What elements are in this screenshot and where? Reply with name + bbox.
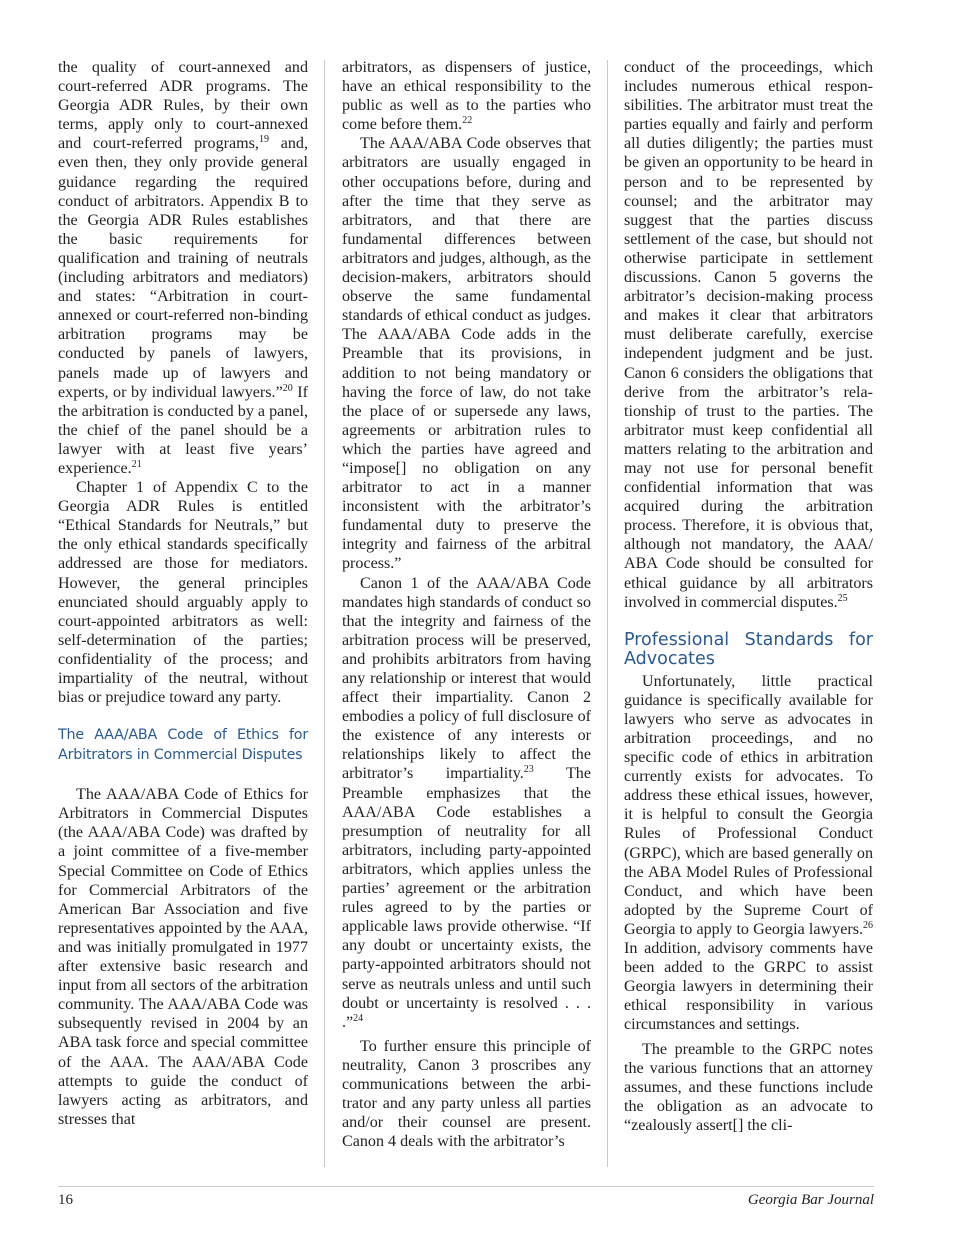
section-heading: The AAA/ABA Code of Ethics for Arbitrators in Commercial Disputes	[58, 727, 308, 764]
footnote-ref: 26	[863, 919, 873, 931]
footnote-ref: 24	[353, 1012, 364, 1024]
paragraph: Unfortunately, little practical guidance is specifically available for lawyers who serve as advocates in arbitration proceedings, and no specific code of ethics in arbitration currently exists for advocates. To address these ethical issues, however, it is helpful to consult the Georgia Rules of Professional Conduct (GRPC), which are based generally on the ABA Model Rules of Professional Conduct, and which have been adopted by the Supreme Court of Georgia to apply to Georgia lawyers.$^{26}$ In addition, advisory comments have been added to the GRPC to assist Georgia lawyers in determining their ethical responsibility in various circumstances and settings.	[624, 672, 873, 1034]
column-divider	[324, 60, 325, 1167]
paragraph: the quality of court-annexed and court-referred ADR programs. The Georgia ADR Rules, by their own terms, apply only to court-annexed and court-referred programs,$^{19}$ and, even then, they only provide general guidance regarding the required conduct of arbitrators. Appendix B to the Georgia ADR Rules establishes the basic requirements for qualification and training of neutrals (including arbitrators and mediators) and states: “Arbitration in court-annexed or court-referred non-binding arbitration programs may be conducted by panels of lawyers, panels made up of lawyers and experts, or by individual lawyers.”$^{20}$ If the arbitration is conducted by a panel, the chief of the panel should be a lawyer with at least five years’ experience.$^{21}$	[58, 59, 308, 477]
section-heading: Professional Standards for Advocates	[624, 629, 873, 669]
paragraph: To further ensure this principle of neutrality, Canon 3 proscribes any communications between the arbitrator and any party unless all parties and/or their counsel are present. Canon 4 deals with the arbitrator’s	[342, 1037, 591, 1151]
footnote-ref: 25	[837, 592, 848, 604]
paragraph: The AAA/ABA Code observes that arbitrators are usually engaged in other occupations before, during and after the time that they serve as arbitrators, and that there are fundamental differences between arbitrators and judges, although, as the decision-makers, arbitrators should observe the same fundamental standards of ethical conduct as judges. The AAA/ABA Code adds in the Preamble that its provisions, in addition to not being mandatory or having the force of law, do not take the place of or supersede any laws, agreements or arbitration rules to which the parties have agreed and “impose[] no obligation on any arbitrator to act in a manner inconsistent with the arbitrator’s fundamental duty to preserve the integrity and fairness of the arbitral process.”	[342, 135, 591, 573]
footnote-ref: 20	[282, 382, 293, 394]
paragraph: arbitrators, as dispensers of justice, have an ethical responsibility to the public as well as to the parties who come before them.$^{22}$	[342, 59, 591, 134]
page-number: 16	[58, 1192, 73, 1208]
column-divider	[607, 60, 608, 1167]
journal-title: Georgia Bar Journal	[747, 1192, 874, 1208]
paragraph: The preamble to the GRPC notes the various functions that an attorney assumes, and these functions include the obligation as an advocate to “zealously assert[] the cli-	[624, 1040, 873, 1134]
footnote-ref: 21	[131, 458, 142, 470]
column-3	[624, 58, 873, 1135]
paragraph: Chapter 1 of Appendix C to the Georgia ADR Rules is entitled “Ethical Standards for Neutrals,” but the only ethical standards specifically addressed are those for mediators. However, the general principles enunciated should arguably apply to court-appointed arbitrators as well: self-determination of the parties; confidentiality of the process; and impartiality of the neutral, without bias or prejudice toward any party.	[58, 479, 308, 707]
column-1	[58, 58, 308, 1129]
column-2	[342, 58, 591, 1151]
paragraph: The AAA/ABA Code of Ethics for Arbitrators in Commercial Disputes (the AAA/ABA Code) was drafted by a joint committee of a five-member Special Committee on Code of Ethics for Commercial Arbitrators of the American Bar Association and five representatives appointed by the AAA, and was initially promulgated in 1977 after extensive basic research and input from all sectors of the arbitration community. The AAA/ABA Code was subsequently revised in 2004 by an ABA task force and special committee of the AAA. The AAA/ABA Code attempts to guide the conduct of lawyers acting as arbitrators, and stresses that	[58, 786, 308, 1128]
footnote-ref: 19	[258, 134, 269, 146]
paragraph: conduct of the proceedings, which includes numerous ethical responsibilities. The arbitrator must treat the parties equally and fairly and perform all duties diligently; the parties must be given an opportunity to be heard in person and to be represented by counsel; and the arbitrator may suggest that the parties discuss settlement of the case, but should not otherwise participate in settlement discussions. Canon 5 governs the arbitrator’s decision-making process and makes it clear that arbitrators must deliberate carefully, exercise independent judgment and be just. Canon 6 considers the obligations that derive from the arbitrator’s relationship of trust to the parties. The arbitrator must keep confidential all matters relating to the arbitration and may not use for personal benefit confidential information that was acquired during the arbitration process. Therefore, it is obvious that, although not mandatory, the AAA/ ABA Code should be consulted for ethical guidance by all arbitrators involved in commercial disputes.$^{25}$	[624, 59, 873, 611]
footnote-ref: 22	[462, 115, 473, 127]
footnote-ref: 23	[523, 764, 534, 776]
footer-rule	[58, 1186, 874, 1187]
paragraph: Canon 1 of the AAA/ABA Code mandates high standards of conduct so that the integrity and fairness of the arbitration process will be preserved, and prohibits arbitrators from having any relationship or interest that would affect their impartiality. Canon 2 embodies a policy of full disclosure of the existence of any interests or relationships likely to affect the arbitrator’s impartiality.$^{23}$ The Preamble emphasizes that the AAA/ABA Code establishes a presumption of neutrality for all arbitrators, including party-appointed arbitrators, which applies unless the parties’ agreement or the arbitration rules agreed to by the parties or applicable laws provide otherwise. “If any doubt or uncertainty exists, the party-appointed arbitrators should not serve as neutrals unless and until such doubt or uncertainty is resolved . . . .”$^{24}$	[342, 574, 591, 1031]
